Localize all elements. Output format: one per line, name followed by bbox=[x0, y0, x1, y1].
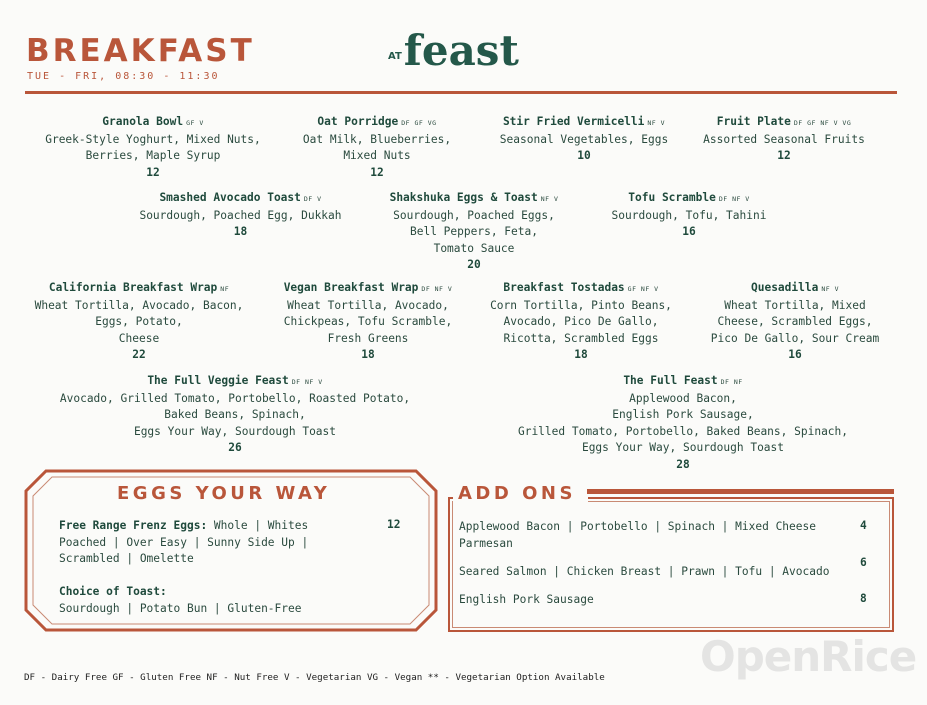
diet-tags: DF GF NF V VG bbox=[793, 119, 852, 127]
logo-at-text: AT bbox=[388, 51, 402, 62]
menu-item-granola-bowl bbox=[38, 114, 268, 181]
item-name: Shakshuka Eggs & Toast bbox=[389, 191, 538, 204]
menu-item-oat-porridge bbox=[272, 114, 482, 181]
item-price: 12 bbox=[370, 165, 384, 179]
item-name: Granola Bowl bbox=[102, 115, 184, 128]
dietary-legend: DF - Dairy Free GF - Gluten Free NF - Nut Free V - Vegetarian VG - Vegan ** - Vegetarian Option Available bbox=[24, 672, 605, 683]
menu-item-shakshuka-eggs-toast bbox=[368, 190, 580, 274]
item-name: Breakfast Tostadas bbox=[503, 281, 625, 294]
diet-tags: DF NF V bbox=[718, 195, 750, 203]
item-description: Greek-Style Yoghurt, Mixed Nuts, Berries, Maple Syrup bbox=[45, 132, 261, 163]
eggs-price: 12 bbox=[387, 518, 401, 531]
diet-tags: DF NF bbox=[720, 378, 743, 386]
free-range-eggs-text bbox=[59, 518, 308, 568]
logo-feast-text: feast bbox=[403, 26, 519, 75]
item-description: Wheat Tortilla, Avocado, Chickpeas, Tofu Scramble, Fresh Greens bbox=[283, 298, 453, 345]
add-ons-title: ADD ONS bbox=[458, 483, 576, 504]
item-price: 18 bbox=[233, 225, 248, 239]
item-name: Quesadilla bbox=[750, 281, 819, 294]
item-price: 28 bbox=[676, 457, 690, 471]
item-description: Avocado, Grilled Tomato, Portobello, Roasted Potato, Baked Beans, Spinach, Eggs Your Way, Sourdough Toast bbox=[59, 391, 411, 438]
add-on-price-1: 4 bbox=[860, 519, 867, 532]
item-name: Vegan Breakfast Wrap bbox=[283, 281, 419, 294]
diet-tags: DF NF V bbox=[291, 378, 323, 386]
toast-choice-options: Sourdough | Potato Bun | Gluten-Free bbox=[59, 601, 302, 615]
openrice-watermark: OpenRice bbox=[700, 632, 917, 681]
diet-tags: NF V bbox=[540, 195, 559, 203]
menu-item-smashed-avocado-toast bbox=[128, 190, 353, 241]
item-description: Applewood Bacon, English Pork Sausage, Grilled Tomato, Portobello, Baked Beans, Spinach, Eggs Your Way, Sourdough Toast bbox=[517, 391, 849, 455]
item-description: Sourdough, Tofu, Tahini bbox=[611, 208, 767, 222]
item-name: Smashed Avocado Toast bbox=[159, 191, 301, 204]
item-name: Oat Porridge bbox=[317, 115, 399, 128]
item-description: Corn Tortilla, Pinto Beans, Avocado, Pico De Gallo, Ricotta, Scrambled Eggs bbox=[490, 298, 672, 345]
item-price: 16 bbox=[682, 225, 696, 239]
diet-tags: DF NF V bbox=[421, 285, 453, 293]
add-on-price-2: 6 bbox=[860, 556, 867, 569]
item-name: Stir Fried Vermicelli bbox=[502, 115, 645, 128]
diet-tags: DF V bbox=[303, 195, 322, 203]
item-description: Seasonal Vegetables, Eggs bbox=[499, 132, 669, 146]
diet-tags: GF NF V bbox=[627, 285, 659, 293]
menu-item-fruit-plate bbox=[694, 114, 874, 165]
free-range-eggs-label: Free Range Frenz Eggs: bbox=[59, 519, 208, 532]
toast-choice-label: Choice of Toast: bbox=[59, 585, 167, 598]
item-price: 20 bbox=[467, 258, 481, 272]
diet-tags: GF V bbox=[186, 119, 204, 127]
menu-item-quesadilla bbox=[700, 280, 890, 364]
restaurant-logo bbox=[388, 28, 519, 74]
item-name: The Full Feast bbox=[623, 374, 718, 387]
item-price: 18 bbox=[361, 348, 375, 362]
diet-tags: DF GF VG bbox=[401, 119, 437, 127]
item-description: Wheat Tortilla, Mixed Cheese, Scrambled Eggs, Pico De Gallo, Sour Cream bbox=[710, 298, 880, 345]
menu-item-california-breakfast-wrap bbox=[26, 280, 252, 364]
item-description: Sourdough, Poached Egg, Dukkah bbox=[139, 208, 342, 222]
add-on-price-3: 8 bbox=[860, 592, 867, 605]
item-description: Wheat Tortilla, Avocado, Bacon, Eggs, Potato, Cheese bbox=[34, 298, 244, 345]
menu-item-vegan-breakfast-wrap bbox=[268, 280, 468, 364]
item-name: Fruit Plate bbox=[716, 115, 791, 128]
diet-tags: NF bbox=[220, 285, 230, 293]
opening-hours: TUE - FRI, 08:30 - 11:30 bbox=[27, 71, 220, 82]
egg-style-options: Poached | Over Easy | Sunny Side Up | Scrambled | Omelette bbox=[59, 535, 309, 566]
eggs-your-way-title: EGGS YOUR WAY bbox=[117, 483, 331, 504]
menu-item-full-feast bbox=[500, 373, 866, 474]
item-price: 10 bbox=[577, 149, 591, 163]
item-price: 22 bbox=[132, 348, 146, 362]
item-price: 18 bbox=[574, 348, 588, 362]
item-price: 16 bbox=[788, 348, 802, 362]
menu-item-stir-fried-vermicelli bbox=[484, 114, 684, 165]
item-description: Sourdough, Poached Eggs, Bell Peppers, Feta, Tomato Sauce bbox=[393, 208, 555, 255]
item-name: Tofu Scramble bbox=[628, 191, 716, 204]
toast-choice-text bbox=[59, 584, 301, 617]
menu-item-full-veggie-feast bbox=[52, 373, 418, 457]
add-on-group-1: Applewood Bacon | Portobello | Spinach | Mixed Cheese Parmesan bbox=[459, 520, 816, 550]
item-description: Assorted Seasonal Fruits bbox=[703, 132, 865, 146]
item-name: The Full Veggie Feast bbox=[147, 374, 289, 387]
add-ons-title-bar bbox=[587, 489, 894, 494]
free-range-eggs-options: Whole | Whites bbox=[207, 519, 309, 532]
add-on-group-2: Seared Salmon | Chicken Breast | Prawn | Tofu | Avocado bbox=[459, 565, 830, 578]
menu-item-breakfast-tostadas bbox=[481, 280, 681, 364]
item-description: Oat Milk, Blueberries, Mixed Nuts bbox=[302, 132, 452, 163]
item-price: 26 bbox=[228, 441, 242, 455]
diet-tags: NF V bbox=[647, 119, 666, 127]
item-price: 12 bbox=[146, 165, 160, 179]
page-title: BREAKFAST bbox=[26, 33, 255, 69]
item-price: 12 bbox=[777, 149, 791, 163]
menu-item-tofu-scramble bbox=[599, 190, 779, 241]
diet-tags: NF V bbox=[821, 285, 839, 293]
add-on-group-3: English Pork Sausage bbox=[459, 593, 594, 606]
header-divider bbox=[25, 91, 897, 94]
item-name: California Breakfast Wrap bbox=[48, 281, 218, 294]
